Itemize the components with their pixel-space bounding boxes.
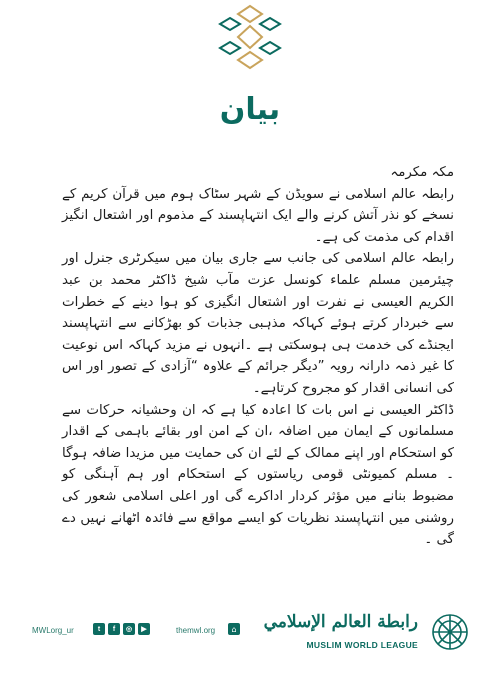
instagram-icon[interactable]: ◎ <box>123 623 135 635</box>
facebook-icon[interactable]: f <box>108 623 120 635</box>
location-line: مکہ مکرمہ <box>390 165 454 180</box>
page-title: بیان <box>219 92 281 127</box>
mwl-emblem-icon <box>430 612 470 652</box>
twitter-icon[interactable]: t <box>93 623 105 635</box>
social-icons <box>93 623 150 635</box>
youtube-icon[interactable]: ▶ <box>138 623 150 635</box>
paragraph: رابطہ عالم اسلامی کی جانب سے جاری بیان میں سیکرٹری جنرل اور چیئرمین مسلم علماء کونسل عزت مآب شیخ ڈاکٹر محمد بن عبد الکریم العیسی نے نفرت اور اشتعال انگیزی کو ہوا دینے کے خطرات سے خبردار کرتے ہوئے کہاکہ مذہبی جذبات کو بھڑکانے سے انتہاپسند ایجنڈے کی خدمت ہی ہوسکتی ہے ۔انہوں نے مزید کہاکہ اس نوعیت کا غیر ذمہ دارانہ رویہ ”دیگر جرائم کے علاوہ “آزادی کے تصور اور اس کی انسانی اقدار کو مجروح کرتاہے۔ <box>62 251 454 396</box>
paragraph: ڈاکٹر العیسی نے اس بات کا اعادہ کیا ہے کہ ان وحشیانہ حرکات سے مسلمانوں کے ایمان میں اضافہ ،ان کے امن اور بقائے باہمی کے اقدار کو استحکام اور اپنے ممالک کے لئے ان کی حمایت میں مزیدا ضافہ ہوگا ۔ مسلم کمیونٹی قومی ریاستوں کے استحکام اور ہم آہنگی کو مضبوط بنانے میں مؤثر کردار اداکرے گی اور اعلی اسلامی شعور کی روشنی میں انتہاپسند نظریات کو ایسے مواقع سے فائدہ اٹھانے نہیں دے گی ۔ <box>62 402 454 548</box>
social-handle[interactable]: MWLorg_ur <box>32 626 74 635</box>
paragraph: رابطہ عالم اسلامی نے سویڈن کے شہر سٹاک ہوم میں قرآن کریم کے نسخے کو نذر آتش کرنے والے ایک انتہاپسند کے مذموم اور اشتعال انگیز اقدام کی مذمت کی ہے۔ <box>62 186 454 245</box>
org-name-arabic: رابطة العالم الإسلامي <box>263 612 418 632</box>
footer <box>30 612 470 652</box>
home-icon[interactable]: ⌂ <box>228 623 240 635</box>
statement-body <box>62 162 454 551</box>
org-name-english: MUSLIM WORLD LEAGUE <box>306 640 418 650</box>
ornament-logo-icon <box>218 4 282 70</box>
website-link[interactable]: themwl.org <box>176 626 216 635</box>
